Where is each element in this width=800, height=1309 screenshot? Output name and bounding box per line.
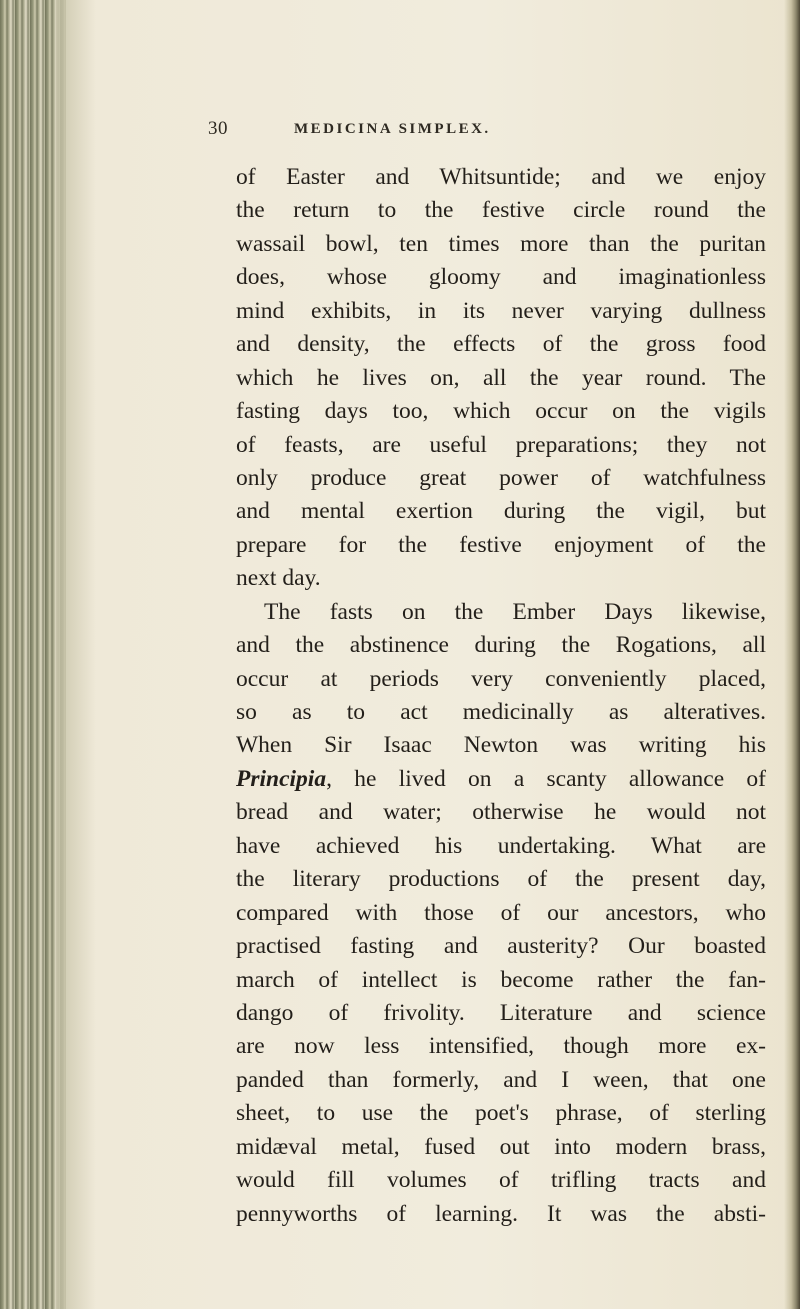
text-line: have achieved his undertaking. What are bbox=[236, 832, 766, 859]
text-line: which he lives on, all the year round. The bbox=[236, 364, 766, 391]
text-line: sheet, to use the poet's phrase, of sterling bbox=[236, 1100, 766, 1127]
text-line: prepare for the festive enjoyment of the bbox=[236, 531, 766, 558]
text-line: wassail bowl, ten times more than the puritan bbox=[236, 230, 766, 257]
text-fragment: , he lived on a scanty allowance of bbox=[326, 765, 766, 792]
text-line: would fill volumes of trifling tracts and bbox=[236, 1167, 766, 1194]
paragraph-start-line: The fasts on the Ember Days likewise, bbox=[264, 598, 766, 625]
text-line: practised fasting and austerity? Our boasted bbox=[236, 933, 766, 960]
text-line: bread and water; otherwise he would not bbox=[236, 799, 766, 826]
text-line: the literary productions of the present day, bbox=[236, 866, 766, 893]
text-line: so as to act medicinally as alteratives. bbox=[236, 699, 766, 725]
text-line-with-italic bbox=[236, 763, 766, 796]
text-line: midæval metal, fused out into modern brass, bbox=[236, 1133, 766, 1160]
body-text bbox=[236, 161, 766, 1231]
text-line: compared with those of our ancestors, who bbox=[236, 899, 766, 926]
text-line: of feasts, are useful preparations; they not bbox=[236, 431, 766, 458]
text-line: of Easter and Whitsuntide; and we enjoy bbox=[236, 164, 766, 190]
text-line: and mental exertion during the vigil, but bbox=[236, 498, 766, 525]
paragraph-end-line: next day. bbox=[236, 565, 321, 592]
text-line: occur at periods very conveniently placed, bbox=[236, 665, 766, 692]
running-head bbox=[208, 118, 728, 142]
gutter-shadow bbox=[56, 0, 96, 1309]
running-title: MEDICINA SIMPLEX. bbox=[294, 121, 491, 137]
text-line: and density, the effects of the gross food bbox=[236, 331, 766, 358]
text-line: are now less intensified, though more ex- bbox=[236, 1033, 766, 1060]
text-line: panded than formerly, and I ween, that one bbox=[236, 1066, 766, 1093]
text-line: march of intellect is become rather the fan- bbox=[236, 966, 766, 993]
text-line: does, whose gloomy and imaginationless bbox=[236, 264, 766, 291]
text-line: only produce great power of watchfulness bbox=[236, 464, 766, 491]
text-line: the return to the festive circle round the bbox=[236, 197, 766, 224]
text-line: When Sir Isaac Newton was writing his bbox=[236, 732, 766, 759]
text-line: pennyworths of learning. It was the absti- bbox=[236, 1200, 766, 1227]
italic-title: Principia bbox=[236, 765, 327, 792]
page-number: 30 bbox=[208, 118, 228, 139]
text-line: mind exhibits, in its never varying dullness bbox=[236, 297, 766, 324]
page-edge bbox=[784, 0, 800, 1309]
text-line: and the abstinence during the Rogations, all bbox=[236, 632, 766, 659]
text-line: dango of frivolity. Literature and science bbox=[236, 999, 766, 1026]
text-line: fasting days too, which occur on the vigils bbox=[236, 398, 766, 425]
